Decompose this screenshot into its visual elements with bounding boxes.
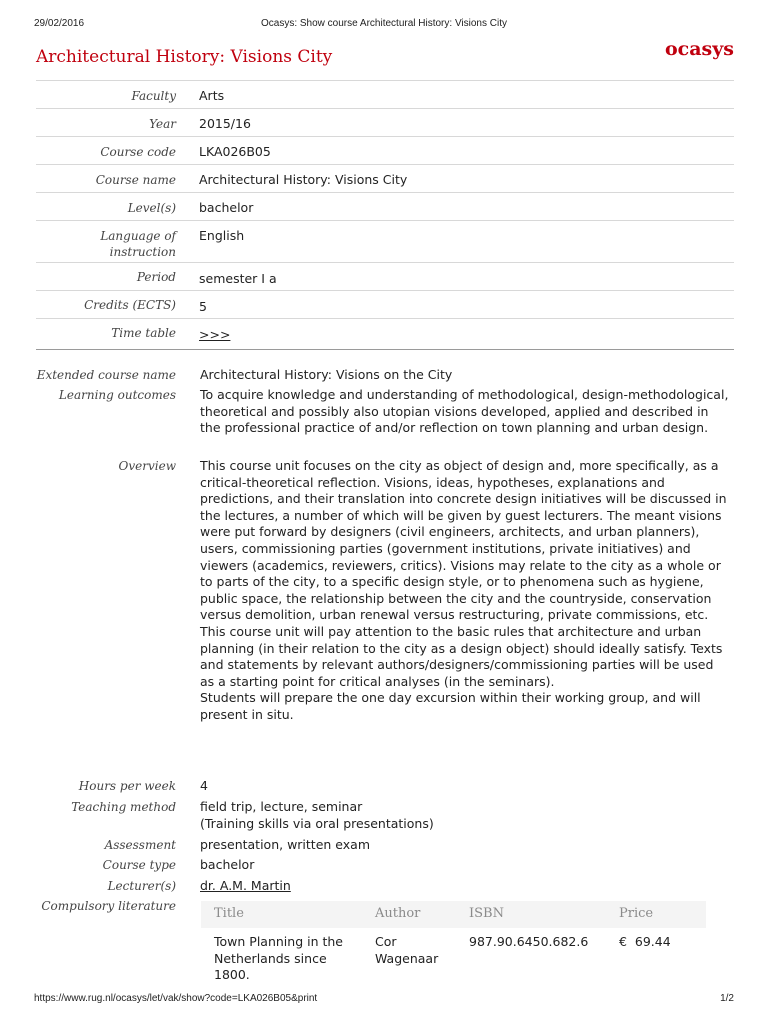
column-header-title: Title xyxy=(214,906,244,921)
page-title: Architectural History: Visions City xyxy=(36,47,333,67)
timetable-link[interactable]: >>> xyxy=(199,327,231,342)
book-price: € 69.44 xyxy=(619,934,671,949)
summary-row-course-name xyxy=(36,164,734,192)
overview-paragraph: This course unit focuses on the city as object of design and, more specifically, as a critical-theoretical reflection. Visions, ideas, hypotheses, explanations and predictions, and their translation into concrete design initiatives will be discussed in the lectures, a number of which will be given by guest lecturers. The meant visions were put forward by designers (civil engineers, architects, and urban planners), users, commissioning parties (government institutions, private initiatives) and viewers (academics, reviewers, critics). Visions may relate to the city as a whole or to parts of the city, to a specific design style, or to phenomena such as hygiene, public space, the relationship between the city and the countryside, conservation versus demolition, urban renewal versus restructuring, private commissions, etc. This course unit will pay attention to the basic rules that architecture and urban planning (in their relation to the city as a design object) should ideally satisfy. Texts and statements by relevant authors/designers/commissioning parties will be used as a starting point for critical analyses (in the seminars). xyxy=(200,458,727,689)
column-header-price: Price xyxy=(619,906,654,921)
teaching-methods: field trip, lecture, seminar xyxy=(200,799,363,814)
print-date: 29/02/2016 xyxy=(34,18,85,29)
field-label: Hours per week xyxy=(78,779,176,793)
field-course-type xyxy=(36,857,734,875)
column-header-isbn: ISBN xyxy=(469,906,504,921)
field-label: Teaching method xyxy=(71,800,176,814)
summary-label: Credits (ECTS) xyxy=(84,298,176,312)
summary-row-levels xyxy=(36,192,734,220)
teaching-note: (Training skills via oral presentations) xyxy=(200,815,434,831)
timetable-value xyxy=(199,327,230,343)
summary-label: Course name xyxy=(95,173,176,187)
field-assessment xyxy=(36,837,734,855)
field-extended-name xyxy=(36,367,734,385)
summary-row-course-code xyxy=(36,136,734,164)
field-hours-per-week xyxy=(36,778,734,796)
overview-paragraph-extra: Students will prepare the one day excursion within their working group, and will present in situ. xyxy=(200,690,701,722)
print-footer xyxy=(34,993,734,1007)
summary-label: Year xyxy=(149,117,176,131)
ocasys-logo[interactable]: ocasys xyxy=(665,38,734,60)
summary-value: English xyxy=(199,228,245,243)
summary-label: Language of instruction xyxy=(100,229,176,259)
summary-row-credits xyxy=(36,290,734,318)
field-value xyxy=(200,458,730,724)
literature-table-header xyxy=(201,901,706,928)
summary-label: Level(s) xyxy=(127,201,176,215)
summary-row-period xyxy=(36,262,734,290)
field-label: Assessment xyxy=(104,838,176,852)
field-value: 4 xyxy=(200,778,208,793)
field-value xyxy=(200,878,730,895)
field-learning-outcomes xyxy=(36,387,734,457)
book-author: Cor Wagenaar xyxy=(375,934,439,966)
field-value: To acquire knowledge and understanding of methodological, design-methodological, theoretical and possibly also utopian visions developed, applied and described in the professional practice of and/or reflection on town planning and urban design. xyxy=(200,387,729,436)
field-value: bachelor xyxy=(200,857,255,872)
summary-value: bachelor xyxy=(199,200,254,215)
summary-label: Course code xyxy=(100,145,176,159)
field-overview xyxy=(36,458,734,778)
summary-row-timetable xyxy=(36,318,734,346)
field-label: Compulsory literature xyxy=(41,899,176,913)
field-label: Learning outcomes xyxy=(58,388,176,402)
column-header-author: Author xyxy=(375,906,421,921)
book-isbn: 987.90.6450.682.6 xyxy=(469,934,589,949)
summary-value: Architectural History: Visions City xyxy=(199,172,408,187)
field-value: presentation, written exam xyxy=(200,837,370,852)
print-page-number: 1/2 xyxy=(720,993,734,1004)
lecturer-link[interactable]: dr. A.M. Martin xyxy=(200,878,291,893)
summary-row-faculty xyxy=(36,80,734,108)
summary-label: Period xyxy=(136,270,176,284)
summary-value: 5 xyxy=(199,299,207,314)
print-url: https://www.rug.nl/ocasys/let/vak/show?code=LKA026B05&print xyxy=(34,993,318,1004)
summary-value: LKA026B05 xyxy=(199,144,271,159)
summary-label: Time table xyxy=(111,326,176,340)
summary-row-language xyxy=(36,220,734,262)
field-label: Overview xyxy=(118,459,176,473)
summary-value: Arts xyxy=(199,88,225,103)
course-summary-table xyxy=(36,80,734,346)
print-page-title: Ocasys: Show course Architectural History: Visions City xyxy=(260,18,507,29)
field-label: Extended course name xyxy=(36,368,176,382)
field-lecturers xyxy=(36,878,734,896)
field-value xyxy=(200,799,730,832)
field-value: Architectural History: Visions on the City xyxy=(200,367,453,382)
summary-value: semester I a xyxy=(199,271,277,286)
summary-label: Faculty xyxy=(131,89,176,103)
field-label: Lecturer(s) xyxy=(107,879,176,893)
field-label: Course type xyxy=(102,858,176,872)
book-title: Town Planning in the Netherlands since 1800. xyxy=(214,934,343,983)
summary-row-year xyxy=(36,108,734,136)
field-teaching-method xyxy=(36,799,734,835)
summary-value: 2015/16 xyxy=(199,116,251,131)
print-header xyxy=(34,18,734,32)
course-details xyxy=(36,349,734,983)
